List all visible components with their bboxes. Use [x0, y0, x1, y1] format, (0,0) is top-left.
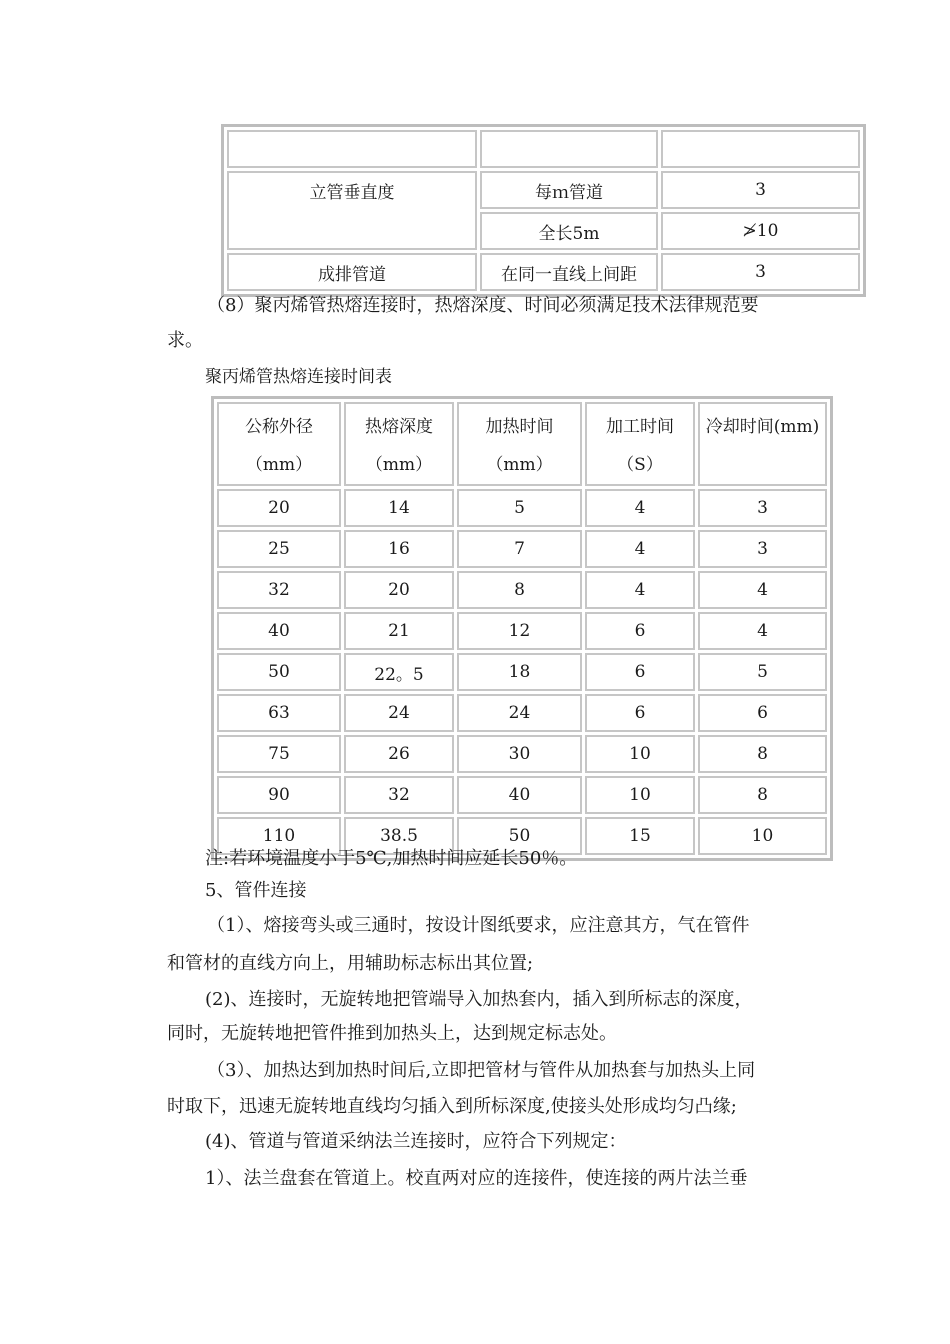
table-row: [227, 171, 860, 209]
table-cell: ≯10: [661, 212, 860, 250]
table-cell: 7: [457, 530, 582, 568]
table-cell: [227, 130, 477, 168]
table-cell: 10: [698, 817, 827, 855]
table-cell: 10: [585, 735, 695, 773]
table-cell: 5: [698, 653, 827, 691]
table-row: [227, 253, 860, 291]
item-1-line2: 和管材的直线方向上，用辅助标志标出其位置;: [167, 953, 534, 974]
fusion-time-table: [211, 396, 833, 861]
table-cell: 90: [217, 776, 341, 814]
table-cell: 32: [217, 571, 341, 609]
table-row: [217, 530, 827, 568]
table-cell: 50: [217, 653, 341, 691]
table-cell: 4: [698, 612, 827, 650]
table-cell: 38.5: [344, 817, 454, 855]
column-header: 加工时间 （S）: [585, 402, 695, 486]
paragraph-8-line1: （8）聚丙烯管热熔连接时，热熔深度、时间必须满足技术法律规范要: [207, 295, 759, 316]
table-cell: 3: [661, 171, 860, 209]
item-2-line1: (2)、连接时，无旋转地把管端导入加热套内，插入到所标志的深度，: [205, 989, 753, 1010]
column-header: 加热时间 （mm）: [457, 402, 582, 486]
table-cell: 14: [344, 489, 454, 527]
table-cell: 6: [698, 694, 827, 732]
table-cell: 每ｍ管道: [480, 171, 658, 209]
table-cell: 15: [585, 817, 695, 855]
item-2-line2: 同时，无旋转地把管件推到加热头上，达到规定标志处。: [167, 1023, 617, 1044]
table-cell: 4: [585, 489, 695, 527]
table-cell: 25: [217, 530, 341, 568]
table-cell: 10: [585, 776, 695, 814]
item-1-line1: （1）、熔接弯头或三通时，按设计图纸要求，应注意其方，气在管件: [207, 915, 750, 936]
table-row: [217, 694, 827, 732]
table-cell: 26: [344, 735, 454, 773]
table-cell: [661, 130, 860, 168]
table-row: [217, 776, 827, 814]
table-cell: 全长5m: [480, 212, 658, 250]
tolerance-table: [221, 124, 866, 297]
table-row: [227, 130, 860, 168]
table-cell: 20: [344, 571, 454, 609]
table-cell: [480, 130, 658, 168]
table-cell: 在同一直线上间距: [480, 253, 658, 291]
table-cell: 6: [585, 694, 695, 732]
table-cell: 12: [457, 612, 582, 650]
table-cell: 16: [344, 530, 454, 568]
table-cell: 成排管道: [227, 253, 477, 291]
table-cell: 63: [217, 694, 341, 732]
table-row: [217, 653, 827, 691]
table-cell: 75: [217, 735, 341, 773]
table-cell: 50: [457, 817, 582, 855]
item-4: (4)、管道与管道采纳法兰连接时，应符合下列规定：: [205, 1131, 627, 1152]
table-cell: 22。5: [344, 653, 454, 691]
table-cell: 40: [217, 612, 341, 650]
table-cell: 6: [585, 653, 695, 691]
table-cell: 3: [698, 530, 827, 568]
table-cell: 3: [698, 489, 827, 527]
table-cell: 立管垂直度: [227, 171, 477, 250]
table-row: [217, 735, 827, 773]
table-cell: 32: [344, 776, 454, 814]
table-cell: 40: [457, 776, 582, 814]
table-cell: 24: [457, 694, 582, 732]
table-cell: 21: [344, 612, 454, 650]
table-cell: 24: [344, 694, 454, 732]
table-cell: 30: [457, 735, 582, 773]
table-cell: 3: [661, 253, 860, 291]
table-cell: 8: [457, 571, 582, 609]
table-cell: 8: [698, 776, 827, 814]
table-header-row: [217, 402, 827, 486]
table-cell: 4: [698, 571, 827, 609]
column-header: 公称外径（mm）: [217, 402, 341, 486]
table-row: [217, 612, 827, 650]
table-cell: 20: [217, 489, 341, 527]
column-header: 热熔深度 （mm）: [344, 402, 454, 486]
table-cell: 18: [457, 653, 582, 691]
column-header: 冷却时间(mm): [698, 402, 827, 486]
table-cell: 4: [585, 530, 695, 568]
table-cell: 4: [585, 571, 695, 609]
item-3-line1: （3）、加热达到加热时间后,立即把管材与管件从加热套与加热头上同: [207, 1060, 756, 1081]
section-heading: 5、管件连接: [205, 880, 307, 901]
paragraph-8-line2: 求。: [167, 330, 203, 351]
table-cell: 6: [585, 612, 695, 650]
item-3-line2: 时取下，迅速无旋转地直线均匀插入到所标深度,使接头处形成均匀凸缘;: [167, 1096, 737, 1117]
table-row: [217, 489, 827, 527]
item-4-1: 1）、法兰盘套在管道上。校直两对应的连接件，使连接的两片法兰垂: [205, 1168, 748, 1189]
table-caption: 聚丙烯管热熔连接时间表: [205, 367, 392, 387]
table-cell: 110: [217, 817, 341, 855]
table-cell: 8: [698, 735, 827, 773]
table-row: [217, 571, 827, 609]
table-note: 注:若环境温度小于5℃,加热时间应延长50％。: [205, 848, 578, 869]
table-cell: 5: [457, 489, 582, 527]
